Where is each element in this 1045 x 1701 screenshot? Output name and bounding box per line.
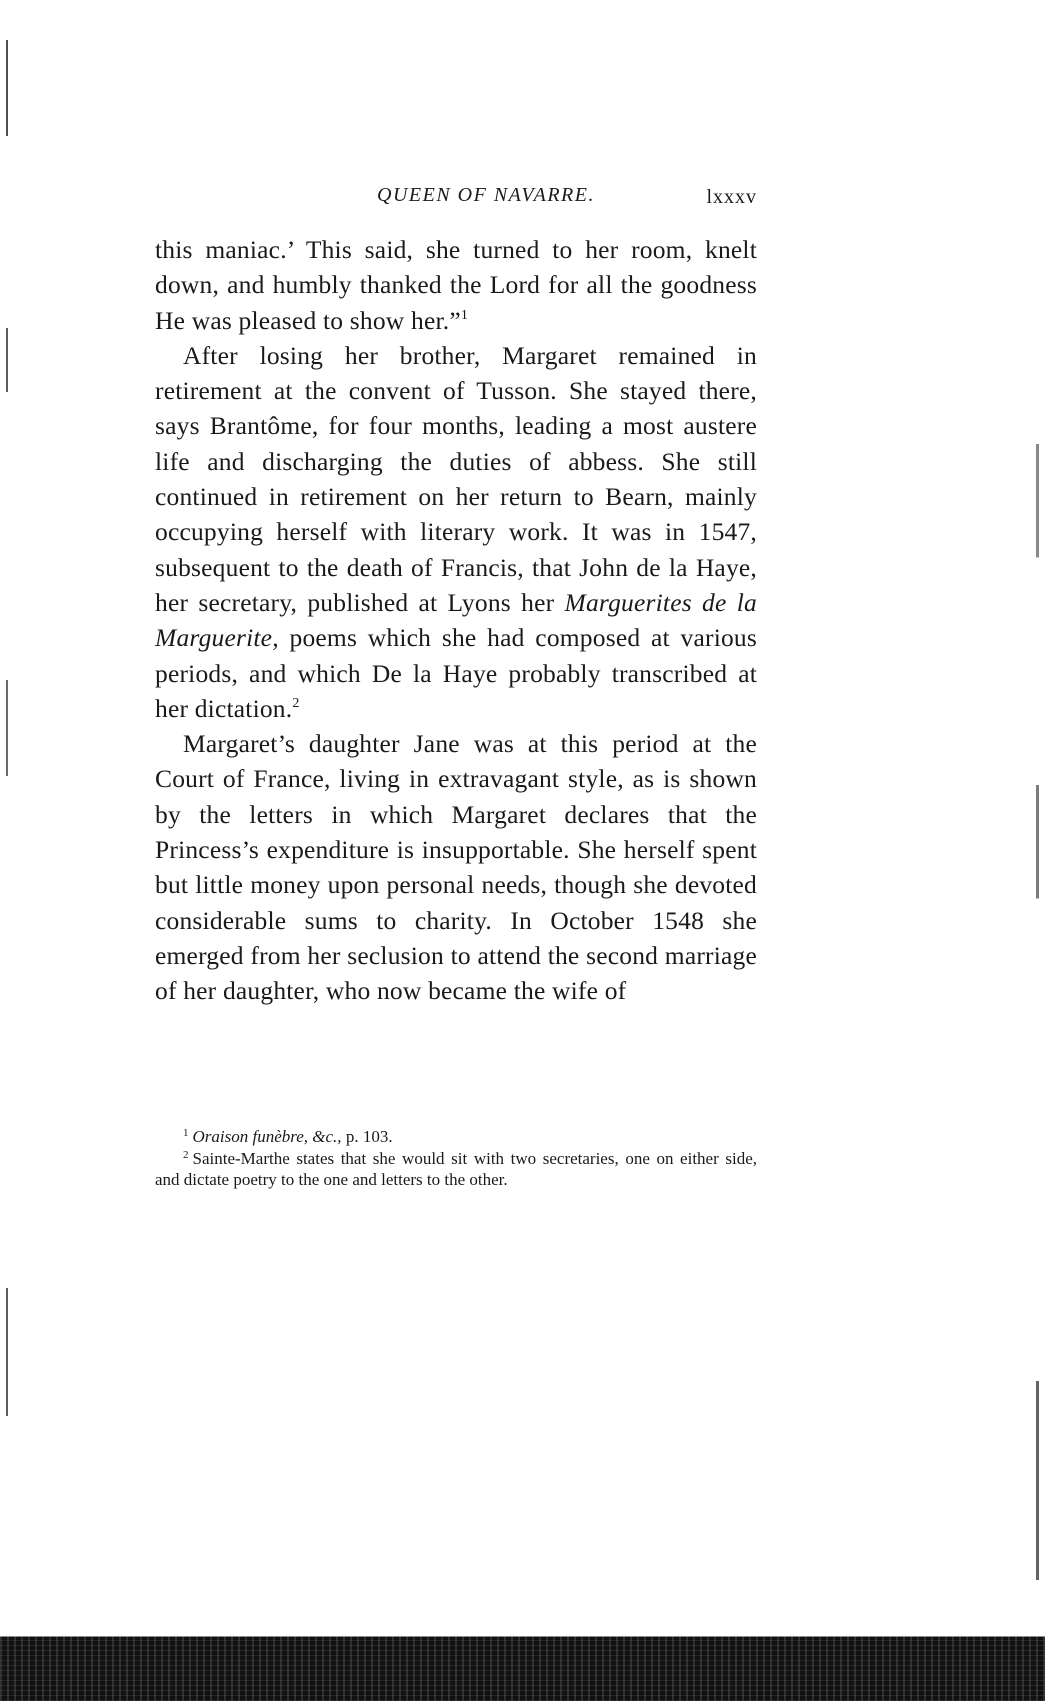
paragraph-1-text: this maniac.’ This said, she turned to her room, knelt down, and humbly thanked the Lord for all the goodness He was pleased to show her.”: [155, 235, 757, 335]
footnote-1-title: Oraison funèbre, &c.,: [192, 1127, 342, 1146]
footnote-1: [155, 1126, 757, 1148]
footnote-1-text: p. 103.: [345, 1127, 393, 1146]
page-number: lxxxv: [706, 186, 757, 208]
footnote-1-mark: 1: [183, 1127, 189, 1139]
scan-bottom-shadow: [0, 1609, 1045, 1701]
scan-edge-left: [6, 40, 8, 1640]
paragraph-2-text: After losing her brother, Margaret remained in retirement at the convent of Tusson. She stayed there, says Brantôme, for four months, leading a most austere life and discharging the duties of abbess. She still continued in retirement on her return to Bearn, mainly occupying herself with literary work. It was in 1547, subsequent to the death of Francis, that John de la Haye, her secretary, published at Lyons her: [155, 340, 757, 617]
footnote-2-text: Sainte-Marthe states that she would sit with two secretaries, one on either side, and dictate poetry to the one and letters to the other.: [155, 1148, 757, 1189]
scan-edge-right: [1036, 160, 1039, 1580]
body-text: [155, 232, 757, 1009]
running-title: QUEEN OF NAVARRE.: [377, 184, 595, 206]
footnote-ref-2: 2: [292, 695, 300, 711]
paragraph-3-text: Margaret’s daughter Jane was at this period at the Court of France, living in extravagant style, as is shown by the letters in which Margaret declares that the Princess’s expenditure is insupportable. She herself spent but little money upon personal needs, though she devoted considerable sums to charity. In October 1548 she emerged from her seclusion to attend the second marriage of her daughter, who now became the wife of: [155, 729, 757, 1006]
footnote-2: [155, 1148, 757, 1191]
paragraph-2-text-end: poems which she had composed at various periods, and which De la Haye probably transcribed at her dictation.: [155, 623, 758, 723]
paragraph-1: [155, 232, 757, 338]
footnote-2-mark: 2: [183, 1148, 189, 1161]
page-header: [155, 184, 757, 214]
paragraph-3: [155, 726, 757, 1008]
book-title: Marguerites de la Marguerite,: [155, 587, 757, 653]
footnote-ref-1: 1: [460, 307, 469, 323]
footnotes: [155, 1126, 757, 1191]
paragraph-2: [155, 338, 757, 726]
